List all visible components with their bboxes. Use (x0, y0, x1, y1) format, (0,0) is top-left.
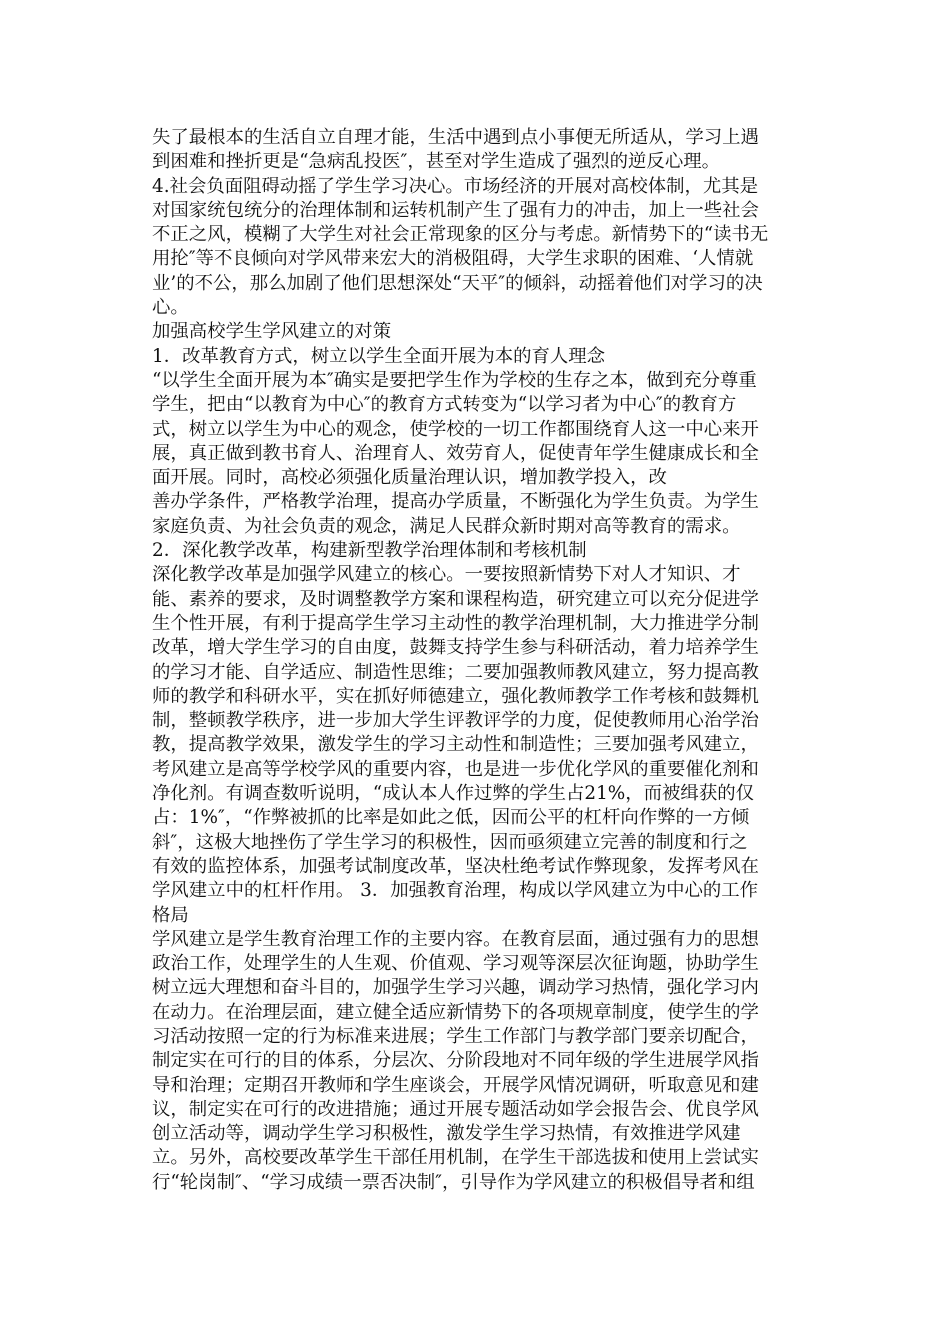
text-line: 能、素养的要求，及时调整教学方案和课程构造，研究建立可以充分促进学 (152, 588, 759, 610)
text-line: 的学习才能、自学适应、制造性思维；二要加强教师教风建立，努力提高教 (152, 661, 759, 683)
text-line: 善办学条件，严格教学治理，提高办学质量，不断强化为学生负责。为学生 (152, 491, 759, 513)
text-line: 议，制定实在可行的改进措施；通过开展专题活动如学会报告会、优良学风 (152, 1098, 759, 1120)
text-line: 面开展。同时，高校必须强化质量治理认识，增加教学投入，改 (152, 467, 667, 489)
text-line: 格局 (152, 904, 189, 926)
text-line: 习活动按照一定的行为标准来进展；学生工作部门与教学部门要亲切配合， (152, 1025, 759, 1047)
text-line: 教，提高教学效果，激发学生的学习主动性和制造性；三要加强考风建立， (152, 734, 759, 756)
text-line: 到困难和挫折更是“急病乱投医″，甚至对学生造成了强烈的逆反心理。 (152, 151, 720, 173)
text-line: 失了最根本的生活自立自理才能，生活中遇到点小事便无所适从，学习上遇 (152, 127, 759, 148)
text-line: 家庭负责、为社会负责的观念，满足人民群众新时期对高等教育的需求。 (152, 515, 741, 537)
text-line: 心。 (152, 297, 189, 319)
text-line: 创立活动等，调动学生学习积极性，激发学生学习热情，有效推进学风建 (152, 1123, 741, 1145)
text-line: 用抡″等不良倾向对学风带来宏大的消极阻碍，大学生求职的困难、‘人情就 (152, 248, 754, 270)
text-line: 1．改革教育方式，树立以学生全面开展为本的育人理念 (152, 345, 606, 367)
text-line: 2．深化教学改革，构建新型教学治理体制和考核机制 (152, 540, 587, 562)
text-line: 斜″，这极大地挫伤了学生学习的积极性，因而亟须建立完善的制度和行之 (152, 831, 748, 853)
text-line: 4.社会负面阻碍动摇了学生学习决心。市场经济的开展对高校体制，尤其是 (152, 175, 759, 197)
text-line: 净化剂。有调查数听说明，“成认本人作过弊的学生占21%，而被缉获的仅 (152, 783, 754, 805)
text-line: 立。另外，高校要改革学生干部任用机制，在学生干部选拔和使用上尝试实 (152, 1147, 759, 1169)
text-line: 学生，把由“以教育为中心″的教育方式转变为“以学习者为中心″的教育方 (152, 394, 737, 416)
text-line: 学风建立中的杠杆作用。 3．加强教育治理，构成以学风建立为中心的工作 (152, 880, 759, 902)
text-line: 展，真正做到教书育人、治理育人、效劳育人，促使青年学生健康成长和全 (152, 442, 759, 464)
text-line: 式，树立以学生为中心的观念，使学校的一切工作都围绕育人这一中心来开 (152, 418, 759, 440)
text-line: 考风建立是高等学校学风的重要内容，也是进一步优化学风的重要催化剂和 (152, 758, 759, 780)
text-line: 学风建立是学生教育治理工作的主要内容。在教育层面，通过强有力的思想 (152, 928, 759, 950)
text-line: 对国家统包统分的治理体制和运转机制产生了强有力的冲击，加上一些社会 (152, 199, 759, 221)
text-line: 深化教学改革是加强学风建立的核心。一要按照新情势下对人才知识、才 (152, 564, 741, 586)
text-line: 师的教学和科研水平，实在抓好师德建立，强化教师教学工作考核和鼓舞机 (152, 685, 759, 707)
text-line: 在动力。在治理层面，建立健全适应新情势下的各项规章制度，使学生的学 (152, 1001, 759, 1023)
text-line: 不正之风，模糊了大学生对社会正常现象的区分与考虑。新情势下的“读书无 (152, 224, 769, 246)
document-body (152, 126, 802, 1195)
text-line: 加强高校学生学风建立的对策 (152, 321, 392, 343)
text-line: 生个性开展，有利于提高学生学习主动性的教学治理机制，大力推进学分制 (152, 612, 759, 634)
text-line: 制，整顿教学秩序，进一步加大学生评教评学的力度，促使教师用心治学治 (152, 710, 759, 732)
text-line: 树立远大理想和奋斗目的，加强学生学习兴趣，调动学习热情，强化学习内 (152, 977, 759, 999)
text-line: 行“轮岗制″、“学习成绩一票否决制″，引导作为学风建立的积极倡导者和组 (152, 1171, 755, 1193)
text-line: 改革，增大学生学习的自由度，鼓舞支持学生参与科研活动，着力培养学生 (152, 637, 759, 659)
text-line: “以学生全面开展为本″确实是要把学生作为学校的生存之本，做到充分尊重 (152, 369, 757, 391)
text-line: 有效的监控体系，加强考试制度改革，坚决杜绝考试作弊现象，发挥考风在 (152, 855, 759, 877)
text-line: 业’的不公，那么加剧了他们思想深处“天平″的倾斜，动摇着他们对学习的决 (152, 272, 763, 294)
text-line: 政治工作，处理学生的人生观、价值观、学习观等深层次征询题，协助学生 (152, 953, 759, 975)
text-line: 占：1%″，“作弊被抓的比率是如此之低，因而公平的杠杆向作弊的一方倾 (152, 807, 750, 829)
text-line: 导和治理；定期召开教师和学生座谈会，开展学风情况调研，听取意见和建 (152, 1074, 759, 1096)
text-line: 制定实在可行的目的体系，分层次、分阶段地对不同年级的学生进展学风指 (152, 1050, 759, 1072)
